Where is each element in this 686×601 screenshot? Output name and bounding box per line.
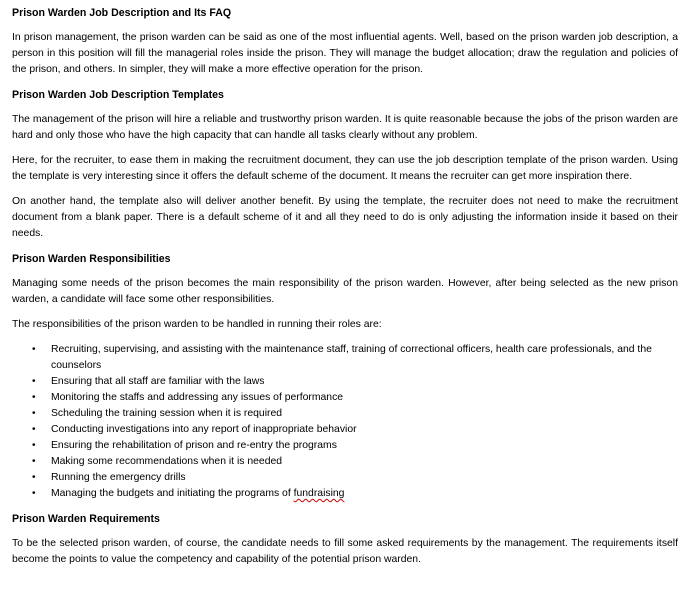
- spellcheck-flagged-word[interactable]: fundraising: [293, 488, 345, 499]
- bullet-icon: •: [32, 424, 36, 435]
- bullet-icon: •: [32, 392, 36, 403]
- list-item: [12, 438, 678, 454]
- bullet-icon: •: [32, 472, 36, 483]
- bullet-icon: •: [32, 376, 36, 387]
- heading-responsibilities: Prison Warden Responsibilities: [12, 253, 171, 265]
- paragraph-templates-1: The management of the prison will hire a reliable and trustworthy prison warden. It is quite reasonable because the jobs of the prison warden are hard and only those who have the high capacity that can handle all tasks clearly without any problem.: [12, 114, 678, 141]
- list-item-text: Recruiting, supervising, and assisting with the maintenance staff, training of correctional officers, health care professionals, and the counselors: [51, 344, 652, 371]
- list-item: [12, 342, 678, 374]
- list-item-text: Monitoring the staffs and addressing any issues of performance: [51, 392, 344, 403]
- list-item-text: Ensuring the rehabilitation of prison and re-entry the programs: [51, 440, 337, 451]
- paragraph-requirements: To be the selected prison warden, of course, the candidate needs to fill some asked requirements by the management. The requirements itself become the points to value the competency and capability of the potential prison warden.: [12, 538, 678, 565]
- paragraph-templates-3: On another hand, the template also will deliver another benefit. By using the template, the recruiter does not need to make the recruitment document from a blank paper. There is a default scheme of it and all they need to do is only adjusting the information inside it based on their needs.: [12, 196, 678, 239]
- heading-job-description-faq: Prison Warden Job Description and Its FAQ: [12, 7, 232, 19]
- list-item-text-prefix: Managing the budgets and initiating the programs of: [51, 488, 294, 499]
- list-item: [12, 374, 678, 390]
- bullet-icon: •: [32, 408, 36, 419]
- bullet-icon: •: [32, 488, 36, 499]
- paragraph-intro: In prison management, the prison warden can be said as one of the most influential agents. Well, based on the prison warden job description, a person in this position will fill the managerial roles inside the prison. They will manage the budget allocation; draw the regulation and policies of the prison, and others. In simpler, they will make a more effective operation for the prison.: [12, 32, 678, 75]
- list-item: [12, 454, 678, 470]
- paragraph-responsibilities-1: Managing some needs of the prison becomes the main responsibility of the prison warden. However, after being selected as the new prison warden, a candidate will face some other responsibilities.: [12, 278, 678, 305]
- list-item-text: Ensuring that all staff are familiar with the laws: [51, 376, 265, 387]
- responsibilities-list: [12, 342, 678, 502]
- bullet-icon: •: [32, 440, 36, 451]
- paragraph-templates-2: Here, for the recruiter, to ease them in making the recruitment document, they can use the job description template of the prison warden. Using the template is very interesting since it offers the default scheme of the document. It means the recruiter can get more inspiration there.: [12, 155, 678, 182]
- list-item-text: Scheduling the training session when it is required: [51, 408, 283, 419]
- list-item: [12, 390, 678, 406]
- list-item-text: Conducting investigations into any report of inappropriate behavior: [51, 424, 357, 435]
- list-item-text: Running the emergency drills: [51, 472, 186, 483]
- list-item-text: Making some recommendations when it is needed: [51, 456, 283, 467]
- list-item: [12, 422, 678, 438]
- list-item: [12, 470, 678, 486]
- heading-requirements: Prison Warden Requirements: [12, 513, 160, 525]
- document-body: [12, 5, 678, 577]
- bullet-icon: •: [32, 344, 36, 355]
- heading-job-description-templates: Prison Warden Job Description Templates: [12, 89, 224, 101]
- list-item: [12, 406, 678, 422]
- list-item: [12, 486, 678, 502]
- paragraph-responsibilities-2: The responsibilities of the prison warden to be handled in running their roles are:: [12, 319, 382, 330]
- bullet-icon: •: [32, 456, 36, 467]
